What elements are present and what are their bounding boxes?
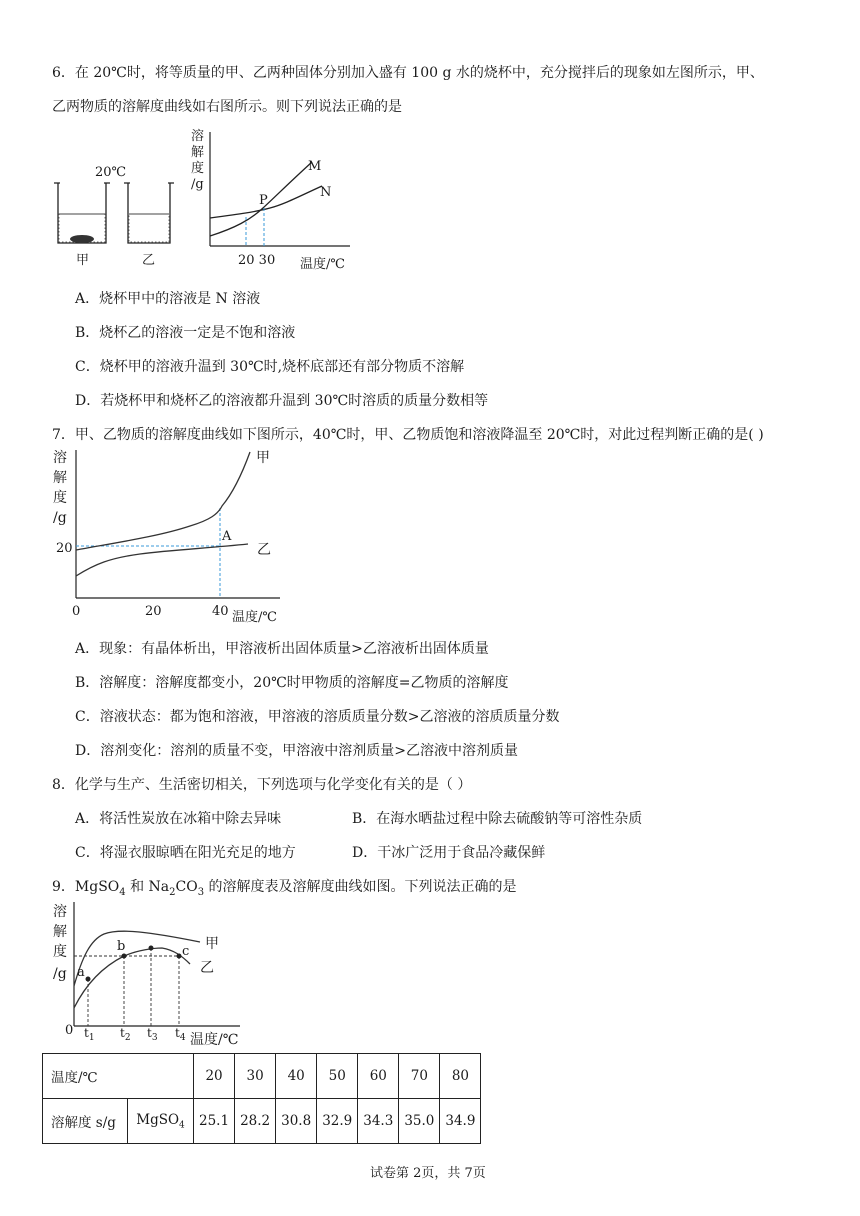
curve-yi [76, 544, 248, 576]
beaker-yi-label: 乙 [142, 253, 156, 268]
q7-x-tick-40: 40 [212, 604, 229, 619]
svg-text:t4: $t_4$ [175, 1026, 186, 1043]
q9-x-axis-label: 温度/℃ [190, 1032, 239, 1048]
q9-point-a-label: a [77, 965, 85, 980]
q7-x-axis-label: 温度/℃ [232, 610, 277, 625]
table-header-temp: 温度/℃ [43, 1054, 194, 1099]
table-cell: 70 [399, 1054, 440, 1099]
q7-origin: 0 [72, 604, 81, 619]
q7-option-c: C．溶液状态：都为饱和溶液，甲溶液的溶质质量分数>乙溶液的溶质质量分数 [75, 709, 560, 725]
q6-x-axis-label: 温度/℃ [300, 257, 345, 272]
undissolved-solid [70, 235, 94, 243]
q8-option-b: B．在海水晒盐过程中除去硫酸钠等可溶性杂质 [352, 811, 643, 827]
q9-stem: 9．MgSO$_4$ 和 $Na_2CO_3$ 的溶解度表及溶解度曲线如图。下列说法正确的是 [52, 879, 517, 898]
q6-stem-line1: 6．在 20℃时，将等质量的甲、乙两种固体分别加入盛有 100 g 水的烧杯中，充分搅拌后的现象如左图所示，甲、 [52, 65, 764, 81]
svg-text:/g: /g [53, 966, 67, 982]
q6-x-ticks: 20 30 [238, 253, 276, 268]
q7-y-tick-20: 20 [56, 541, 73, 556]
q7-x-tick-20: 20 [145, 604, 162, 619]
q8-option-c: C．将湿衣服晾晒在阳光充足的地方 [75, 845, 296, 861]
table-row [43, 1099, 481, 1144]
point-p-label: P [259, 193, 268, 208]
q9-curve-jia-label: 甲 [205, 936, 219, 952]
q6-option-d: D．若烧杯甲和烧杯乙的溶液都升温到 30℃时溶质的质量分数相等 [75, 393, 489, 409]
svg-text:溶: 溶 [53, 450, 67, 466]
table-cell: 34.3 [358, 1099, 399, 1144]
q9-x-ticks [84, 1026, 186, 1043]
svg-text:解: 解 [53, 924, 67, 940]
table-cell: 40 [276, 1054, 317, 1099]
q7-stem: 7．甲、乙物质的溶解度曲线如下图所示，40℃时，甲、乙物质饱和溶液降温至 20℃时，对此过程判断正确的是( ) [52, 427, 764, 443]
beaker-yi [124, 183, 174, 243]
q7-point-a-label: A [222, 529, 232, 544]
q8-option-d: D．干冰广泛用于食品冷藏保鲜 [352, 845, 546, 861]
svg-text:t1: $t_1$ [84, 1026, 95, 1043]
q8-option-a: A．将活性炭放在冰箱中除去异味 [75, 811, 282, 827]
svg-text:/g: /g [191, 177, 204, 192]
q9-point-peak [149, 946, 154, 951]
beaker-jia [54, 183, 110, 243]
svg-text:度: 度 [53, 490, 67, 506]
q7-y-label [53, 449, 67, 526]
q6-figure [50, 128, 370, 278]
svg-text:/g: /g [53, 510, 67, 526]
q9-curve-yi-label: 乙 [200, 960, 214, 976]
table-cell: 30.8 [276, 1099, 317, 1144]
svg-text:解: 解 [53, 470, 67, 486]
curve-n-label: N [320, 185, 332, 200]
q6-y-label [191, 128, 204, 192]
svg-text:溶: 溶 [191, 129, 205, 144]
q7-curve-jia-label: 甲 [256, 450, 270, 466]
svg-text:溶: 溶 [53, 904, 67, 920]
svg-text:度: 度 [191, 161, 205, 176]
q7-option-d: D．溶剂变化：溶剂的质量不变，甲溶液中溶剂质量>乙溶液中溶剂质量 [75, 743, 518, 759]
table-row [43, 1054, 481, 1099]
table-header-solubility: 溶解度 s/g [43, 1099, 128, 1144]
page-footer: 试卷第 2页，共 7页 [370, 1166, 486, 1181]
q7-option-b: B．溶解度：溶解度都变小，20℃时甲物质的溶解度=乙物质的溶解度 [75, 675, 509, 691]
svg-text:解: 解 [191, 145, 205, 160]
q9-point-c-label: c [182, 944, 190, 959]
table-cell: 50 [317, 1054, 358, 1099]
q9-curve-yi [74, 948, 190, 1008]
q9-point-b-label: b [117, 939, 126, 954]
table-cell: 60 [358, 1054, 399, 1099]
q6-temp-label: 20℃ [95, 165, 127, 180]
curve-m-label: M [308, 159, 322, 174]
q9-origin: 0 [65, 1023, 74, 1038]
q6-stem-line2: 乙两物质的溶解度曲线如右图所示。则下列说法正确的是 [52, 99, 402, 115]
beaker-jia-label: 甲 [76, 253, 90, 268]
svg-text:t2: $t_2$ [120, 1026, 131, 1043]
q7-option-a: A．现象：有晶体析出，甲溶液析出固体质量>乙溶液析出固体质量 [75, 641, 489, 657]
svg-text:度: 度 [53, 944, 67, 960]
q9-point-a [86, 977, 91, 982]
table-cell: 35.0 [399, 1099, 440, 1144]
table-cell: 20 [194, 1054, 235, 1099]
q9-point-b [122, 954, 127, 959]
q7-figure [50, 444, 290, 630]
table-cell: 80 [440, 1054, 481, 1099]
q8-stem: 8．化学与生产、生活密切相关，下列选项与化学变化有关的是（ ） [52, 777, 472, 793]
q6-option-c: C．烧杯甲的溶液升温到 30℃时,烧杯底部还有部分物质不溶解 [75, 359, 465, 375]
table-cell: 30 [235, 1054, 276, 1099]
table-cell: 25.1 [194, 1099, 235, 1144]
q7-curve-yi-label: 乙 [257, 542, 271, 558]
table-cell: 32.9 [317, 1099, 358, 1144]
table-header-substance: MgSO$_4$ [128, 1099, 194, 1144]
q9-figure [50, 898, 260, 1050]
table-cell: 34.9 [440, 1099, 481, 1144]
q6-option-a: A．烧杯甲中的溶液是 N 溶液 [75, 291, 261, 307]
table-cell: 28.2 [235, 1099, 276, 1144]
solubility-table [42, 1053, 481, 1144]
svg-text:t3: $t_3$ [147, 1026, 158, 1043]
q6-option-b: B．烧杯乙的溶液一定是不饱和溶液 [75, 325, 296, 341]
q9-y-label [53, 903, 67, 982]
q9-point-c [177, 954, 182, 959]
